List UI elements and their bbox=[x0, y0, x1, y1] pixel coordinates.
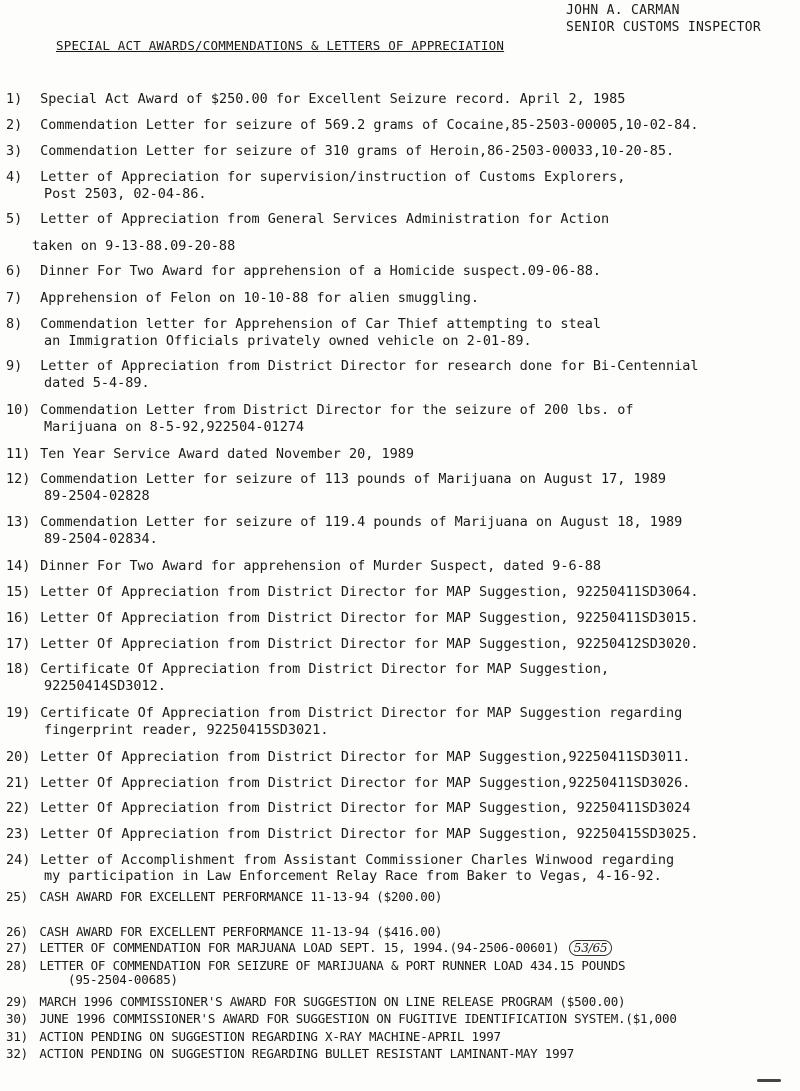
item-number: 27) bbox=[6, 940, 28, 955]
list-item bbox=[6, 636, 796, 653]
item-text: Commendation Letter for seizure of 113 pounds of Marijuana on August 17, 1989 bbox=[40, 471, 666, 487]
item-text: Commendation Letter from District Director for the seizure of 200 lbs. of bbox=[40, 402, 634, 418]
item-number: 4) bbox=[6, 169, 23, 185]
item-number: 22) bbox=[6, 800, 31, 816]
item-number: 15) bbox=[6, 584, 31, 600]
item-text: Commendation Letter for seizure of 310 grams of Heroin,86-2503-00033,10-20-85. bbox=[40, 143, 675, 159]
item-text: Letter of Appreciation from District Director for research done for Bi-Centennial bbox=[40, 358, 699, 374]
list-item bbox=[6, 1012, 800, 1026]
item-number: 13) bbox=[6, 514, 31, 530]
item-number: 18) bbox=[6, 661, 31, 677]
item-text: ACTION PENDING ON SUGGESTION REGARDING BULLET RESISTANT LAMINANT-MAY 1997 bbox=[39, 1046, 575, 1061]
list-item bbox=[6, 263, 796, 280]
list-item bbox=[6, 211, 796, 228]
item-continuation: fingerprint reader, 92250415SD3021. bbox=[44, 722, 329, 738]
item-number: 19) bbox=[6, 705, 31, 721]
scan-artifact bbox=[757, 1079, 781, 1082]
item-number: 14) bbox=[6, 558, 31, 574]
item-text: ACTION PENDING ON SUGGESTION REGARDING X-RAY MACHINE-APRIL 1997 bbox=[39, 1029, 501, 1044]
item-continuation: dated 5-4-89. bbox=[44, 375, 150, 391]
item-text: Letter Of Appreciation from District Director for MAP Suggestion,92250411SD3011. bbox=[40, 749, 691, 765]
list-item bbox=[6, 995, 796, 1009]
item-text: Commendation Letter for seizure of 119.4 pounds of Marijuana on August 18, 1989 bbox=[40, 514, 683, 530]
list-item bbox=[6, 169, 796, 203]
item-text: CASH AWARD FOR EXCELLENT PERFORMANCE 11-13-94 ($200.00) bbox=[39, 889, 443, 904]
handwritten-note: 53/65 bbox=[569, 940, 613, 956]
item-continuation: my participation in Law Enforcement Relay Race from Baker to Vegas, 4-16-92. bbox=[44, 868, 662, 884]
list-item bbox=[6, 446, 796, 463]
item-continuation: Post 2503, 02-04-86. bbox=[44, 186, 207, 202]
author-block bbox=[566, 2, 761, 36]
list-item bbox=[6, 358, 796, 392]
list-item bbox=[6, 584, 796, 601]
list-item bbox=[6, 775, 796, 792]
item-text: Letter of Appreciation for supervision/instruction of Customs Explorers, bbox=[40, 169, 626, 185]
item-text: Letter Of Appreciation from District Director for MAP Suggestion, 92250411SD3015. bbox=[40, 610, 699, 626]
item-number: 17) bbox=[6, 636, 31, 652]
list-item bbox=[6, 852, 796, 884]
list-item bbox=[6, 610, 796, 627]
document-title: SPECIAL ACT AWARDS/COMMENDATIONS & LETTERS OF APPRECIATION bbox=[56, 38, 505, 53]
item-text: Letter Of Appreciation from District Director for MAP Suggestion, 92250415SD3025. bbox=[40, 826, 699, 842]
item-number: 6) bbox=[6, 263, 23, 279]
item-text: LETTER OF COMMENDATION FOR SEIZURE OF MARIJUANA & PORT RUNNER LOAD 434.15 POUNDS bbox=[39, 958, 626, 973]
list-item bbox=[6, 959, 796, 987]
item-continuation: 89-2504-02828 bbox=[44, 488, 150, 504]
list-item bbox=[6, 471, 796, 505]
author-position: SENIOR CUSTOMS INSPECTOR bbox=[566, 20, 762, 35]
list-item bbox=[6, 890, 796, 904]
item-number: 16) bbox=[6, 610, 31, 626]
item-text: Letter Of Appreciation from District Director for MAP Suggestion, 92250412SD3020. bbox=[40, 636, 699, 652]
item-number: 1) bbox=[6, 91, 23, 107]
list-item bbox=[6, 1030, 796, 1044]
item-number: 12) bbox=[6, 471, 31, 487]
list-item bbox=[6, 91, 796, 108]
list-item bbox=[6, 800, 796, 817]
item-text: Special Act Award of $250.00 for Excellent Seizure record. April 2, 1985 bbox=[40, 91, 626, 107]
item-number: 10) bbox=[6, 402, 31, 418]
list-item bbox=[6, 316, 796, 350]
list-item bbox=[6, 402, 796, 436]
item-text: Apprehension of Felon on 10-10-88 for alien smuggling. bbox=[40, 290, 480, 306]
item-number: 26) bbox=[6, 924, 28, 939]
list-item bbox=[6, 558, 796, 575]
item-continuation: Marijuana on 8-5-92,922504-01274 bbox=[44, 419, 305, 435]
item-number: 32) bbox=[6, 1046, 28, 1061]
item-continuation: 92250414SD3012. bbox=[44, 678, 166, 694]
list-item bbox=[6, 514, 796, 548]
item-number: 25) bbox=[6, 889, 28, 904]
item-text: Certificate Of Appreciation from District Director for MAP Suggestion, bbox=[40, 661, 610, 677]
item-continuation: (95-2504-00685) bbox=[68, 972, 178, 987]
item-number: 7) bbox=[6, 290, 23, 306]
list-item bbox=[6, 826, 796, 843]
item-continuation: 89-2504-02834. bbox=[44, 531, 158, 547]
item-number: 23) bbox=[6, 826, 31, 842]
item-number: 20) bbox=[6, 749, 31, 765]
item-number: 21) bbox=[6, 775, 31, 791]
list-item bbox=[6, 749, 796, 766]
item-continuation: an Immigration Officials privately owned vehicle on 2-01-89. bbox=[44, 333, 532, 349]
item-text: CASH AWARD FOR EXCELLENT PERFORMANCE 11-13-94 ($416.00) bbox=[39, 924, 443, 939]
item-number: 28) bbox=[6, 958, 28, 973]
item-text: Commendation letter for Apprehension of Car Thief attempting to steal bbox=[40, 316, 601, 332]
item-number: 2) bbox=[6, 117, 23, 133]
list-item bbox=[6, 290, 796, 307]
item-number: 24) bbox=[6, 852, 31, 868]
item-number: 11) bbox=[6, 446, 31, 462]
item-text: JUNE 1996 COMMISSIONER'S AWARD FOR SUGGESTION ON FUGITIVE IDENTIFICATION SYSTEM.($1,000 bbox=[39, 1012, 677, 1026]
list-item bbox=[6, 941, 796, 955]
item-text: Dinner For Two Award for apprehension of a Homicide suspect.09-06-88. bbox=[40, 263, 601, 279]
list-item bbox=[6, 925, 796, 939]
item-number: 29) bbox=[6, 994, 28, 1009]
list-item bbox=[6, 117, 796, 134]
item-number: 8) bbox=[6, 316, 23, 332]
item-text: Letter Of Appreciation from District Director for MAP Suggestion,92250411SD3026. bbox=[40, 775, 691, 791]
item-number: 30) bbox=[6, 1012, 28, 1026]
item-text: Letter of Appreciation from General Services Administration for Action bbox=[40, 211, 610, 227]
list-item bbox=[6, 143, 796, 160]
item-number: 31) bbox=[6, 1029, 28, 1044]
item-text: Letter Of Appreciation from District Director for MAP Suggestion, 92250411SD3064. bbox=[40, 584, 699, 600]
item-text: Letter of Accomplishment from Assistant Commissioner Charles Winwood regarding bbox=[40, 852, 675, 868]
item-text: LETTER OF COMMENDATION FOR MARJUANA LOAD SEPT. 15, 1994.(94-2506-00601) bbox=[39, 940, 560, 955]
item-text: Commendation Letter for seizure of 569.2 grams of Cocaine,85-2503-00005,10-02-84. bbox=[40, 117, 699, 133]
item-number: 9) bbox=[6, 358, 23, 374]
list-item bbox=[6, 661, 796, 695]
list-item bbox=[6, 1047, 796, 1061]
item-text: Dinner For Two Award for apprehension of Murder Suspect, dated 9-6-88 bbox=[40, 558, 601, 574]
author-name: JOHN A. CARMAN bbox=[566, 3, 680, 18]
item-text: MARCH 1996 COMMISSIONER'S AWARD FOR SUGGESTION ON LINE RELEASE PROGRAM ($500.00) bbox=[39, 994, 626, 1009]
item-number: 3) bbox=[6, 143, 23, 159]
item-text: Certificate Of Appreciation from District Director for MAP Suggestion regarding bbox=[40, 705, 683, 721]
list-item-continuation bbox=[8, 238, 798, 255]
item-text: Letter Of Appreciation from District Director for MAP Suggestion, 92250411SD3024 bbox=[40, 800, 691, 816]
item-continuation: taken on 9-13-88.09-20-88 bbox=[32, 238, 236, 254]
item-text: Ten Year Service Award dated November 20, 1989 bbox=[40, 446, 415, 462]
item-number: 5) bbox=[6, 211, 23, 227]
list-item bbox=[6, 705, 796, 739]
